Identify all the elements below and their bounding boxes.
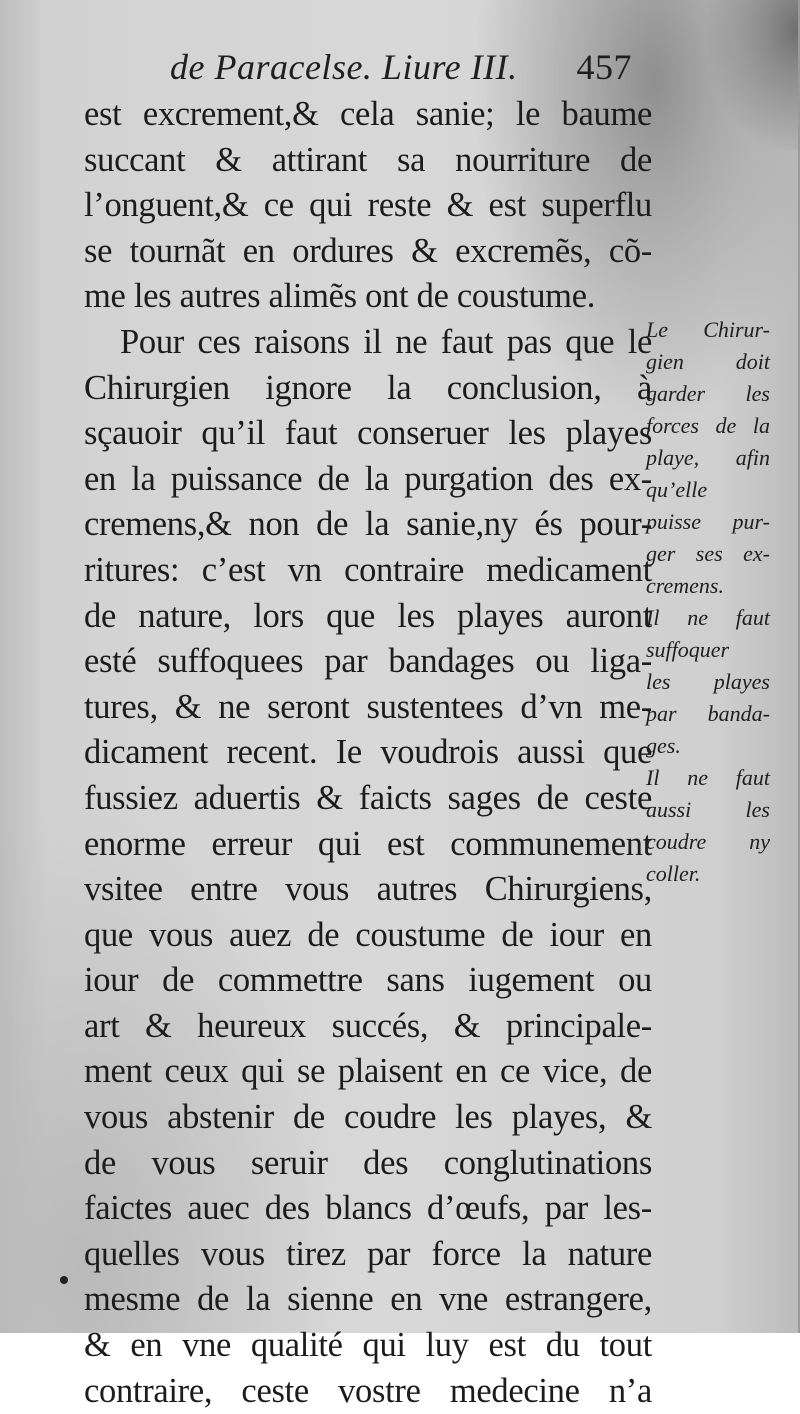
text-line: quelles vous tirez par force la nature [84, 1234, 652, 1273]
text-line: iour de commettre sans iugement ou [84, 961, 652, 1000]
text-line: est excrement,& cela sanie; le baume [84, 95, 652, 133]
margin-note-line: garder les [646, 381, 770, 406]
text-line: se tournãt en ordures & excremẽs, cõ- [84, 231, 652, 270]
text-line: fussiez aduertis & faicts sages de ceste [84, 778, 652, 817]
margin-notes [646, 314, 770, 890]
margin-note-line: ger ses ex- [646, 541, 770, 566]
text-line: de vous seruir des conglutinations [84, 1143, 652, 1182]
text-line: contraire, ceste vostre medecine n’a [84, 1371, 652, 1410]
margin-note-line: Il ne faut [646, 765, 770, 790]
margin-note-line: Le Chirur- [646, 317, 770, 342]
text-line: tures, & ne seront sustentees d’vn me- [84, 687, 652, 726]
running-title: de Paracelse. Liure III. [170, 47, 518, 87]
text-line: Chirurgien ignore la conclusion, à [84, 368, 652, 407]
margin-note-line: qu’elle [646, 477, 708, 502]
margin-note-line: aussi les [646, 797, 770, 822]
text-line: dicament recent. Ie voudrois aussi que [84, 733, 652, 772]
margin-note-line: puisse pur- [646, 509, 770, 534]
margin-note-line: forces de la [646, 413, 770, 438]
text-line: esté suffoquees par bandages ou liga- [84, 642, 652, 681]
text-line: ritures: c’est vn contraire medicament [84, 550, 652, 589]
margin-note-line: cremens. [646, 573, 724, 598]
margin-note-line: coller. [646, 861, 701, 886]
text-line: cremens,& non de la sanie,ny és pour- [84, 505, 652, 544]
margin-note-line: Il ne faut [646, 605, 770, 630]
text-line: sçauoir qu’il faut conseruer les playes [84, 414, 652, 453]
text-line: de nature, lors que les playes auront [84, 596, 652, 635]
text-line: succant & attirant sa nourriture de [84, 140, 652, 179]
text-line: l’onguent,& ce qui reste & est superflu [84, 186, 652, 225]
margin-note-line: suffoquer [646, 637, 730, 662]
page-number: 457 [576, 47, 632, 87]
text-line: enorme erreur qui est communement [84, 824, 652, 863]
paragraph-start-line: Pour ces raisons il ne faut pas que le [120, 322, 652, 361]
ink-speck [60, 1276, 68, 1284]
text-line: en la puissance de la purgation des ex- [84, 459, 652, 498]
margin-note-line: par banda- [646, 701, 770, 726]
margin-note-line: playe, afin [646, 445, 770, 470]
page-header [170, 46, 640, 94]
text-line: me les autres alimẽs ont de coustume. [84, 277, 596, 316]
text-line: & en vne qualité qui luy est du tout [84, 1326, 652, 1365]
page-edge-shadow [708, 0, 798, 150]
text-line: faictes auec des blancs d’œufs, par les- [84, 1189, 652, 1228]
text-line: mesme de la sienne en vne estrangere, [84, 1280, 652, 1319]
margin-note-line: les playes [646, 669, 770, 694]
text-line: ment ceux qui se plaisent en ce vice, de [84, 1052, 652, 1091]
body-text [84, 92, 652, 1414]
margin-note-line: ges. [646, 733, 681, 758]
margin-note-line: coudre ny [646, 829, 770, 854]
text-line: vsitee entre vous autres Chirurgiens, [84, 870, 652, 909]
margin-note-line: gien doit [646, 349, 770, 374]
text-line: art & heureux succés, & principale- [84, 1006, 652, 1045]
text-line: vous abstenir de coudre les playes, & [84, 1098, 652, 1137]
text-line: que vous auez de coustume de iour en [84, 915, 652, 954]
